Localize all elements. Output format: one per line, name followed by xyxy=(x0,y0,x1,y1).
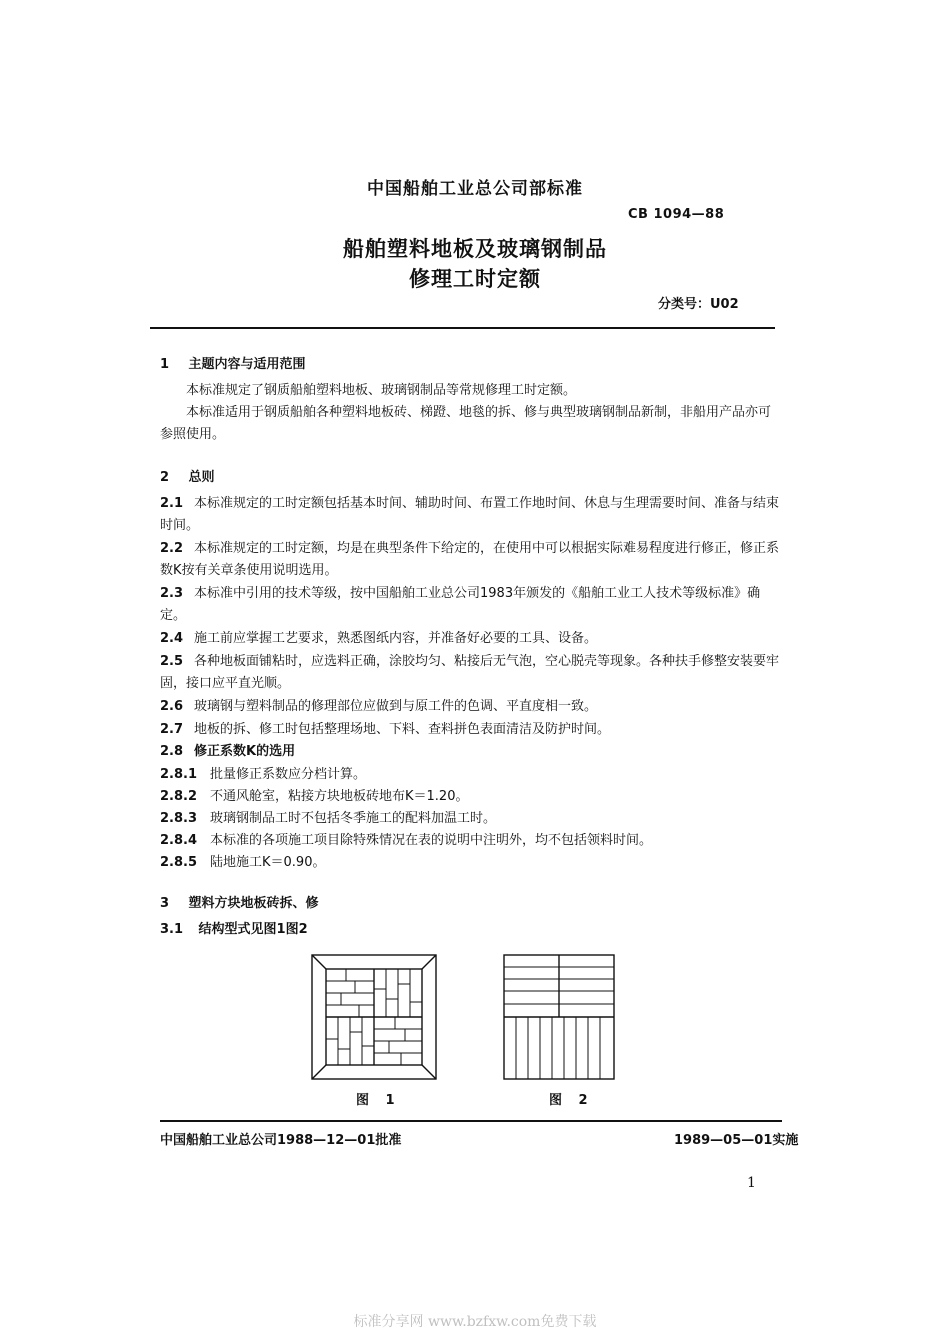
clause-text: 地板的拆、修工时包括整理场地、下料、查料拼色表面清洁及防护时间。 xyxy=(194,722,611,737)
clause-text: 各种地板面铺粘时，应选料正确，涂胶均匀、粘接后无气泡，空心脱壳等现象。各种扶手修整安装要牢固，接口应平直光顺。 xyxy=(160,654,780,691)
clause-number: 2.6 xyxy=(160,699,184,714)
clause-number: 2.8.3 xyxy=(160,811,198,826)
clause-number: 2.2 xyxy=(160,541,184,556)
section3-heading xyxy=(160,892,319,911)
clause-number: 2.8.1 xyxy=(160,767,198,782)
clause-number: 2.8.4 xyxy=(160,833,198,848)
clause-number: 2.4 xyxy=(160,631,184,646)
clause-text: 玻璃钢制品工时不包括冬季施工的配料加温工时。 xyxy=(210,811,497,826)
clause-text: 结构型式见图1图2 xyxy=(198,922,308,937)
clause-2-5 xyxy=(160,651,780,695)
section2-title: 总则 xyxy=(188,470,215,485)
section2-heading xyxy=(160,466,215,485)
clause-text: 施工前应掌握工艺要求，熟悉图纸内容，并准备好必要的工具、设备。 xyxy=(194,631,598,646)
clause-text: 不通风舱室，粘接方块地板砖地布K＝1.20。 xyxy=(210,789,469,804)
clause-2-8-1 xyxy=(160,764,780,786)
effective-date: 1989—05—01实施 xyxy=(674,1133,799,1148)
clause-text: 玻璃钢与塑料制品的修理部位应做到与原工件的色调、平直度相一致。 xyxy=(194,699,598,714)
section3-title: 塑料方块地板砖拆、修 xyxy=(188,896,319,911)
approval-date: 中国船舶工业总公司1988—12—01批准 xyxy=(160,1133,402,1148)
figure-2-caption: 图 2 xyxy=(549,1093,594,1108)
clause-2-8-4 xyxy=(160,830,780,852)
clause-2-8-2 xyxy=(160,786,780,808)
clause-2-1 xyxy=(160,493,780,537)
clause-number: 2.8.5 xyxy=(160,855,198,870)
section1-title: 主题内容与适用范围 xyxy=(188,357,306,372)
watermark: 标准分享网 www.bzfxw.com免费下载 xyxy=(353,1314,597,1330)
clause-number: 2.8.2 xyxy=(160,789,198,804)
clause-number: 2.8 xyxy=(160,744,184,759)
clause-number: 2.5 xyxy=(160,654,184,669)
section1-paragraph: 本标准适用于钢质船舶各种塑料地板砖、梯蹬、地毯的拆、修与典型玻璃钢制品新制，非船用产品亦可参照使用。 xyxy=(160,405,772,442)
figure-1-caption: 图 1 xyxy=(356,1093,401,1108)
document-title-line2: 修理工时定额 xyxy=(409,267,541,291)
section1-heading xyxy=(160,353,306,372)
section1-number: 1 xyxy=(160,357,170,372)
document-title-line1: 船舶塑料地板及玻璃钢制品 xyxy=(343,237,607,261)
clause-number: 2.3 xyxy=(160,586,184,601)
clause-2-8-3 xyxy=(160,808,780,830)
clause-text: 批量修正系数应分档计算。 xyxy=(210,767,367,782)
clause-2-8-heading xyxy=(160,741,780,763)
clause-text: 修正系数K的选用 xyxy=(194,744,296,759)
section1-paragraph: 本标准规定了钢质船舶塑料地板、玻璃钢制品等常规修理工时定额。 xyxy=(186,383,577,398)
clause-text: 本标准规定的工时定额，均是在典型条件下给定的，在使用中可以根据实际难易程度进行修正，修正系数K按有关章条使用说明选用。 xyxy=(160,541,780,578)
classification-code: 分类号：U02 xyxy=(658,297,739,312)
clause-number: 2.1 xyxy=(160,496,184,511)
clause-number: 2.7 xyxy=(160,722,184,737)
section3-1-heading xyxy=(160,918,308,937)
clause-2-7 xyxy=(160,719,780,741)
clause-text: 陆地施工K＝0.90。 xyxy=(210,855,326,870)
section3-number: 3 xyxy=(160,896,170,911)
page-number: 1 xyxy=(747,1175,756,1191)
clause-2-8-5 xyxy=(160,852,780,874)
clause-text: 本标准的各项施工项目除特殊情况在表的说明中注明外，均不包括领料时间。 xyxy=(210,833,653,848)
clause-2-3 xyxy=(160,583,780,627)
clause-text: 本标准中引用的技术等级，按中国船舶工业总公司1983年颁发的《船舶工业工人技术等级标准》确定。 xyxy=(160,586,761,623)
figure-1-parquet-diagram xyxy=(311,954,437,1080)
clause-2-4 xyxy=(160,628,780,650)
standard-number: CB 1094—88 xyxy=(628,207,725,222)
standard-organization: 中国船舶工业总公司部标准 xyxy=(367,179,583,199)
footer-divider xyxy=(160,1120,782,1122)
clause-2-2 xyxy=(160,538,780,582)
section2-number: 2 xyxy=(160,470,170,485)
figure-2-strip-diagram xyxy=(503,954,615,1080)
header-divider xyxy=(150,327,775,329)
clause-2-6 xyxy=(160,696,780,718)
clause-number: 3.1 xyxy=(160,922,184,937)
clause-text: 本标准规定的工时定额包括基本时间、辅助时间、布置工作地时间、休息与生理需要时间、准备与结束时间。 xyxy=(160,496,780,533)
